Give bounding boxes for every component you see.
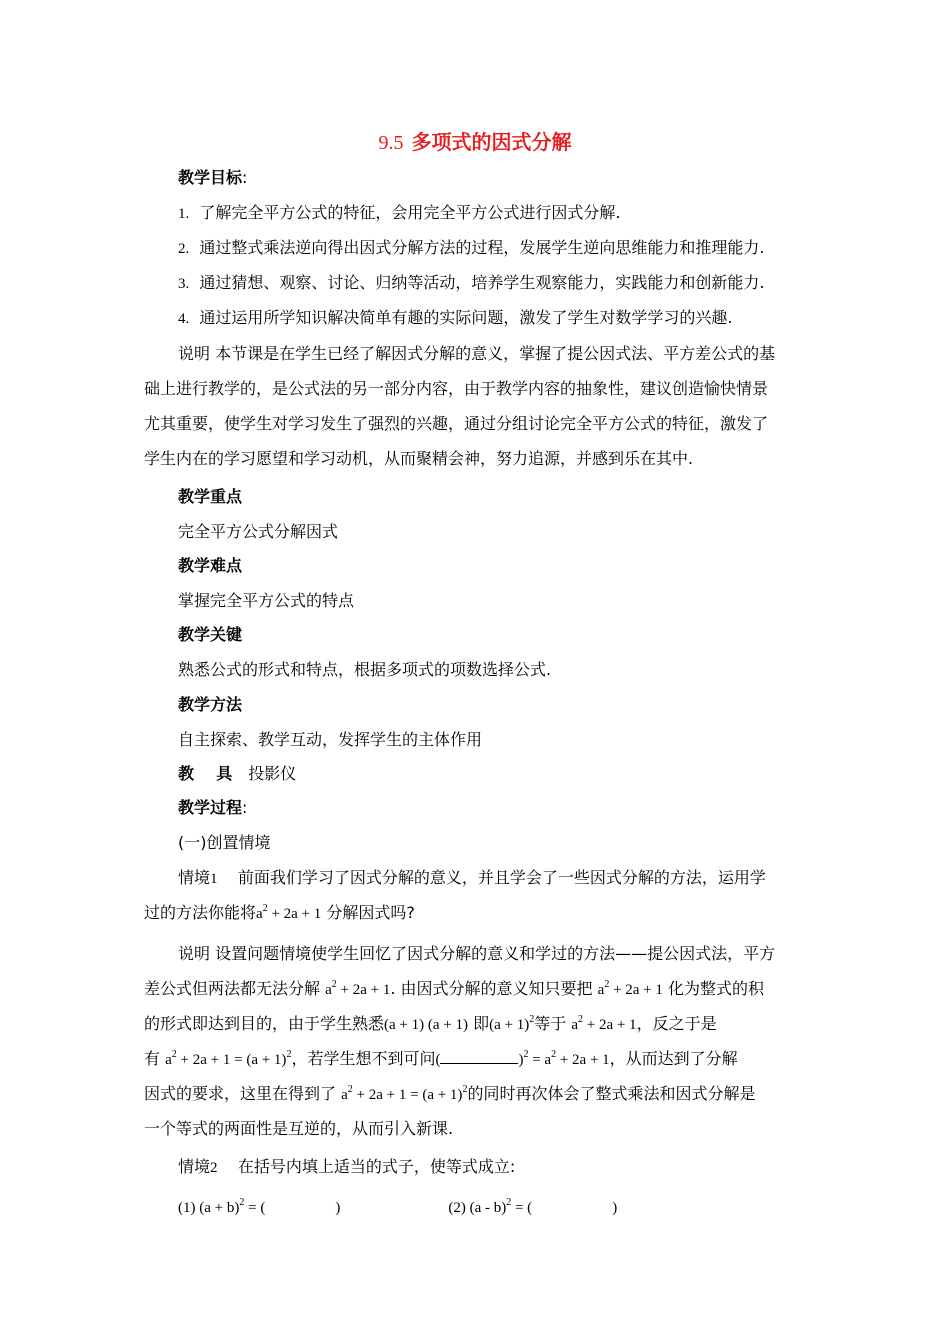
difficulty-text: 掌握完全平方公式的特点 <box>178 591 355 610</box>
difficulty-heading: 教学难点 <box>178 556 243 575</box>
scenario2-line: 情境2 在括号内填上适当的式子，使等式成立: <box>178 1157 516 1176</box>
key-heading: 教学关键 <box>178 625 243 644</box>
scenario1-line: 情境1 前面我们学习了因式分解的意义，并且学会了一些因式分解的方法，运用学 <box>178 868 766 887</box>
question-2: (2) (a - b)$^2$ = ( ) <box>448 1197 618 1216</box>
note2-line: 因式的要求，这里在得到了 $a^2 + 2a + 1 = (a + 1)^2$的同时再次体会了整式乘法和因式分解是 <box>144 1084 756 1103</box>
note-paragraph-line: 础上进行教学的，是公式法的另一部分内容，由于教学内容的抽象性，建议创造愉快情景 <box>144 379 769 398</box>
note-paragraph-line: 尤其重要，使学生对学习发生了强烈的兴趣，通过分组讨论完全平方公式的特征，激发了 <box>144 414 769 433</box>
note-paragraph-line: 说明 本节课是在学生已经了解因式分解的意义，掌握了提公因式法、平方差公式的基 <box>178 344 776 363</box>
question-1: (1) $(a + b)^2$ = ( ) <box>178 1197 341 1216</box>
method-text: 自主探索、教学互动，发挥学生的主体作用 <box>178 730 483 749</box>
scenario1-line: 过的方法你能将$a^2 + 2a + 1$ 分解因式吗? <box>144 903 415 922</box>
note2-line: 说明 设置问题情境使学生回忆了因式分解的意义和学过的方法——提公因式法，平方 <box>178 944 776 963</box>
method-heading: 教学方法 <box>178 695 243 714</box>
focus-text: 完全平方公式分解因式 <box>178 522 339 541</box>
note2-line: 差公式但两法都无法分解 $a^2 + 2a + 1$. 由因式分解的意义知只要把 $a^2 + 2a + 1$ 化为整式的积 <box>144 979 764 998</box>
scenario2-questions <box>178 1197 617 1221</box>
note-paragraph-line: 学生内在的学习愿望和学习动机，从而聚精会神，努力追源，并感到乐在其中. <box>144 449 694 468</box>
tools-heading: 教 具 <box>178 764 233 783</box>
tools-line <box>178 763 296 785</box>
tools-text: 投影仪 <box>248 764 297 783</box>
page-title <box>0 128 950 157</box>
goal-item: 3. 通过猜想、观察、讨论、归纳等活动，培养学生观察能力，实践能力和创新能力. <box>178 273 765 292</box>
process-subheading: (一)创置情境 <box>178 833 271 852</box>
section-title: 多项式的因式分解 <box>411 130 572 154</box>
key-text: 熟悉公式的形式和特点，根据多项式的项数选择公式. <box>178 660 552 679</box>
goals-heading: 教学目标: <box>178 168 248 187</box>
focus-heading: 教学重点 <box>178 487 243 506</box>
note2-line: 有 $a^2 + 2a + 1 = (a + 1)^2$，若学生想不到可问( )$^2 = a^2 + 2a + 1$，从而达到了分解 <box>144 1049 738 1068</box>
goal-item: 2. 通过整式乘法逆向得出因式分解方法的过程，发展学生逆向思维能力和推理能力. <box>178 238 765 257</box>
note2-line: 的形式即达到目的，由于学生熟悉(a + 1) (a + 1) 即$(a + 1)^2$等于 $a^2 + 2a + 1$，反之于是 <box>144 1014 717 1033</box>
goal-item: 4. 通过运用所学知识解决简单有趣的实际问题，激发了学生对数学学习的兴趣. <box>178 308 733 327</box>
note2-line: 一个等式的两面性是互逆的，从而引入新课. <box>144 1119 454 1138</box>
section-number: 9.5 <box>378 132 404 154</box>
goal-item: 1. 了解完全平方公式的特征，会用完全平方公式进行因式分解. <box>178 203 621 222</box>
process-heading: 教学过程: <box>178 798 248 817</box>
fill-blank <box>440 1048 518 1064</box>
